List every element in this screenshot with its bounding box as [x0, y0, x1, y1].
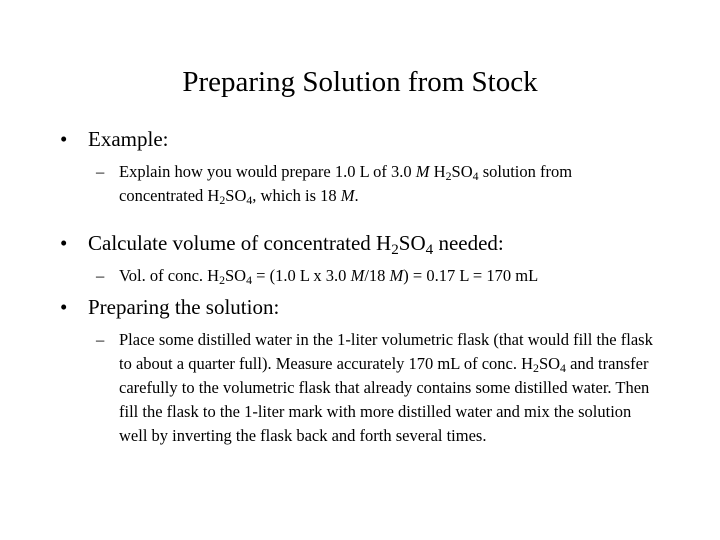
bullet-icon: •	[60, 231, 68, 255]
bullet-example	[60, 126, 168, 152]
bullet-preparing	[60, 294, 279, 320]
subbullet-procedure	[96, 328, 656, 448]
bullet-icon: •	[60, 127, 68, 151]
bullet-calculate	[60, 230, 504, 256]
dash-icon: –	[96, 266, 105, 285]
bullet-text: Preparing the solution:	[88, 295, 280, 319]
subbullet-volume	[96, 264, 656, 288]
subbullet-text: Place some distilled water in the 1-liter volumetric flask (that would fill the flask to about a quarter full). Measure accurately 170 mL of conc. $H_2SO_4$ and transfer carefully to the volumetric flask that already contains some distilled water. Then fill the flask to the 1-liter mark with more distilled water and mix the solution well by inverting the flask back and forth several times.	[119, 330, 653, 445]
bullet-text: Example:	[88, 127, 169, 151]
subbullet-explain	[96, 160, 656, 208]
bullet-icon: •	[60, 295, 68, 319]
bullet-text: Calculate volume of concentrated $H_2SO_4$ needed:	[88, 231, 504, 258]
dash-icon: –	[96, 330, 105, 349]
dash-icon: –	[96, 162, 105, 181]
slide-title: Preparing Solution from Stock	[182, 66, 538, 98]
subbullet-text: Vol. of conc. $H_2SO_4 = (1.0$ L x 3.0 M/18 M) = 0.17 L = 170 mL	[119, 266, 539, 287]
subbullet-text: Explain how you would prepare 1.0 L of 3.0 M $H_2SO_4$ solution from concentrated $H_2SO_4$, which is 18 M.	[119, 162, 573, 207]
